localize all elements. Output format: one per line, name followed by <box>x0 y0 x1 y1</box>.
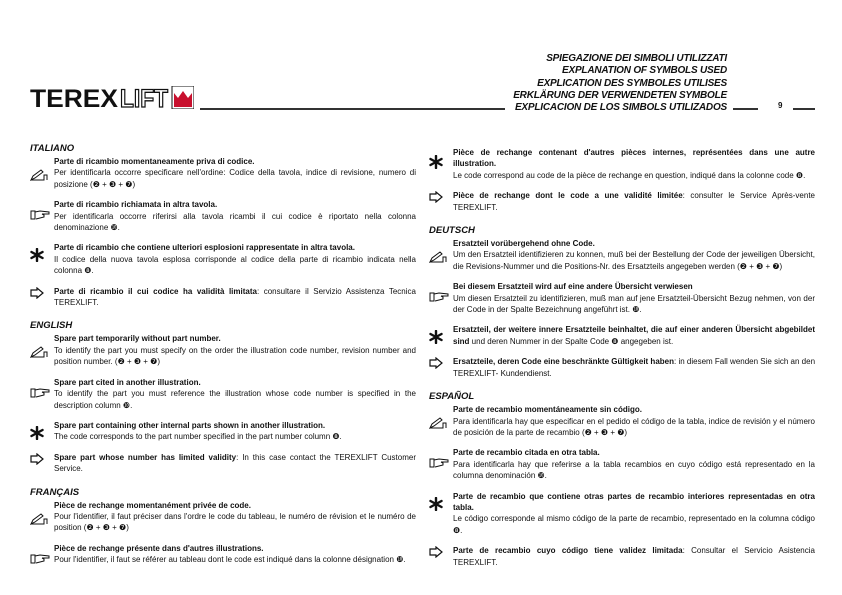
entry-title: Pièce de rechange momentanément privée de code. <box>54 500 251 510</box>
entry-title: Parte de recambio que contiene otras partes de recambio interiores representadas en otra tabla. <box>453 491 815 512</box>
pencil-icon <box>30 169 50 183</box>
entry-title: Ersatzteil, der weitere innere Ersatzteile beinhaltet, die auf einer anderen Übersicht abgebildet sind <box>453 325 815 346</box>
pencil-icon <box>30 513 50 527</box>
entry-description: : Consultar el Servicio Asistencia TEREXLIFT. <box>453 546 815 567</box>
entry-title: Parte de recambio momentáneamente sin código. <box>453 405 642 415</box>
entry-title: Pièce de rechange dont le code a une validité limitée <box>453 191 683 201</box>
entry-title: Pièce de rechange présente dans d'autres illustrations. <box>54 543 264 553</box>
language-heading: ESPAÑOL <box>429 391 475 403</box>
entry-description: Pour l'identifier, il faut préciser dans l'ordre le code du tableau, le numéro de révision et le numéro de position (❷ + ❸ + ❼) <box>54 511 416 533</box>
entry-title: Bei diesem Ersatzteil wird auf eine andere Übersicht verwiesen <box>453 282 693 292</box>
language-section <box>429 391 815 568</box>
entry-description: To identify the part you must reference the illustration whose code number is specified in the description column ❿. <box>54 389 416 410</box>
symbol-entry <box>30 242 416 276</box>
entry-title: Spare part temporarily without part number. <box>54 334 221 344</box>
entry-title: Spare part cited in another illustration. <box>54 377 201 387</box>
asterisk-icon <box>429 497 449 511</box>
arrow-right-icon <box>429 357 449 371</box>
entry-title: Parte di ricambio che contiene ulteriori esplosioni rappresentate in altra tavola. <box>54 243 355 253</box>
entry-title: Spare part whose number has limited validity <box>54 452 237 462</box>
title-de: ERKLÄRUNG DER VERWENDETEN SYMBOLE <box>513 89 727 101</box>
entry-description: : consulter le Service Après-vente TEREXLIFT. <box>453 191 815 212</box>
language-heading: FRANÇAIS <box>30 486 80 498</box>
entry-description: Per identificarla occorre specificare nell'ordine: Codice della tavola, indice di revisione, numero di posizione (❷ + ❸ + ❼) <box>54 168 416 189</box>
entry-description: Para identificarla hay que referirse a la tabla recambios en cuyo código está representado en la columna denominación ❿. <box>453 459 815 481</box>
symbol-entry <box>30 452 416 475</box>
entry-title: Parte di ricambio momentaneamente priva di codice. <box>54 157 255 166</box>
right-column <box>429 147 815 580</box>
language-section <box>30 320 416 474</box>
entry-title: Ersatzteil vorübergehend ohne Code. <box>453 239 595 249</box>
language-section <box>429 147 815 213</box>
title-en: EXPLANATION OF SYMBOLS USED <box>562 65 727 77</box>
entry-description: Il codice della nuova tavola esplosa corrisponde al codice della parte di ricambio indicata nella colonna ❽. <box>54 254 416 276</box>
entry-description: Pour l'identifier, il faut se référer au tableau dont le code est indiqué dans la colonne désignation ❿. <box>54 555 406 565</box>
left-column <box>30 143 416 578</box>
asterisk-icon <box>429 330 449 344</box>
terexlift-logo <box>30 86 194 109</box>
pointing-hand-icon <box>429 458 449 472</box>
symbol-entry <box>429 447 815 481</box>
language-heading: ENGLISH <box>30 320 73 332</box>
symbol-entry <box>30 156 416 190</box>
asterisk-icon <box>30 248 50 262</box>
entry-description: Per identificarla occorre riferirsi alla tavola ricambi il cui codice è riportato nella colonna denominazione ❿. <box>54 211 416 233</box>
header-rule <box>733 108 758 110</box>
symbol-entry <box>429 147 815 181</box>
symbol-entry <box>30 199 416 233</box>
asterisk-icon <box>30 426 50 440</box>
symbol-entry <box>429 491 815 537</box>
entry-description: Le code correspond au code de la pièce de rechange en question, indiqué dans la colonne code ❽. <box>453 170 806 180</box>
symbol-entry <box>30 286 416 309</box>
header-rule <box>200 108 505 110</box>
symbol-entry <box>429 281 815 315</box>
entry-title: Ersatzteile, deren Code eine beschränkte Gültigkeit haben <box>453 357 674 367</box>
entry-description: To identify the part you must specify on the order the illustration code number, revision number and position number. (❷ + ❸ + ❼) <box>54 345 416 367</box>
entry-description: The code corresponds to the part number specified in the part number column ❽. <box>54 432 342 442</box>
entry-title: Parte di ricambio il cui codice ha validità limitata <box>54 286 257 296</box>
title-es: EXPLICACION DE LOS SIMBOLS UTILIZADOS <box>514 102 727 114</box>
symbol-entry <box>429 190 815 213</box>
section-titles <box>513 53 727 114</box>
pointing-hand-icon <box>30 210 50 224</box>
entry-description: Um diesen Ersatzteil zu identifizieren, muß man auf jene Ersatzteil-Übersicht Bezug nehmen, von der der Code in der Spalte Bezeichnung angeführt ist. ❿. <box>453 293 815 315</box>
pencil-icon <box>429 417 449 431</box>
symbol-entry <box>429 356 815 379</box>
entry-description: Para identificarla hay que especificar en el pedido el código de la tabla, indice de revisión y el número de posición de la parte de recambio (❷ + ❸ + ❼) <box>453 416 815 437</box>
pointing-hand-icon <box>30 554 50 568</box>
entry-title: Spare part containing other internal parts shown in another illustration. <box>54 420 326 430</box>
pencil-icon <box>429 251 449 265</box>
entry-title: Pièce de rechange contenant d'autres pièces internes, représentées dans une autre illustration. <box>453 148 815 169</box>
language-heading: DEUTSCH <box>429 225 475 237</box>
svg-text:TEREX: TEREX <box>30 86 119 109</box>
header-rule <box>793 108 815 110</box>
pointing-hand-icon <box>429 292 449 306</box>
title-fr: EXPLICATION DES SYMBOLES UTILISES <box>537 77 727 89</box>
symbol-entry <box>429 238 815 272</box>
symbol-entry <box>30 333 416 367</box>
asterisk-icon <box>429 155 449 169</box>
symbol-entry <box>429 324 815 347</box>
arrow-right-icon <box>30 287 50 301</box>
language-section <box>429 225 815 379</box>
title-it: SPIEGAZIONE DEI SIMBOLI UTILIZZATI <box>546 53 727 64</box>
language-section <box>30 487 416 566</box>
pointing-hand-icon <box>30 388 50 402</box>
entry-description: Le código corresponde al mismo código de la parte de recambio, representado en la columna código ❽. <box>453 514 815 535</box>
entry-description: und deren Nummer in der Spalte Code ❽ angegeben ist. <box>469 336 674 346</box>
entry-description: : in diesem Fall wenden Sie sich an den TEREXLIFT- Kundendienst. <box>453 357 816 378</box>
symbol-entry <box>30 500 416 534</box>
symbol-entry <box>30 377 416 411</box>
symbol-entry <box>30 543 416 566</box>
entry-description: : consultare il Servizio Assistenza Tecnica TEREXLIFT. <box>54 286 416 308</box>
entry-description: : In this case contact the TEREXLIFT Customer Service. <box>54 452 416 474</box>
symbol-entry <box>429 404 815 438</box>
language-heading: ITALIANO <box>30 143 75 154</box>
arrow-right-icon <box>429 546 449 560</box>
language-section <box>30 143 416 308</box>
svg-text:LIFT: LIFT <box>120 86 168 109</box>
symbol-entry <box>30 420 416 443</box>
page-number: 9 <box>778 101 783 110</box>
entry-title: Parte de recambio citada en otra tabla. <box>453 448 600 458</box>
arrow-right-icon <box>30 453 50 467</box>
entry-title: Parte di ricambio richiamata in altra tavola. <box>54 200 218 210</box>
arrow-right-icon <box>429 191 449 205</box>
symbol-entry <box>429 545 815 568</box>
entry-title: Parte de recambio cuyo código tiene validez limitada <box>453 546 683 556</box>
entry-description: Um den Ersatzteil identifizieren zu konnen, muß bei der Bestellung der Code der jeweiligen Übersicht, die Revisions-Nummer und die Positions-Nr. des Ersatzteils angegeben werden (❷ + ❸ + ❼) <box>453 250 815 271</box>
pencil-icon <box>30 346 50 360</box>
